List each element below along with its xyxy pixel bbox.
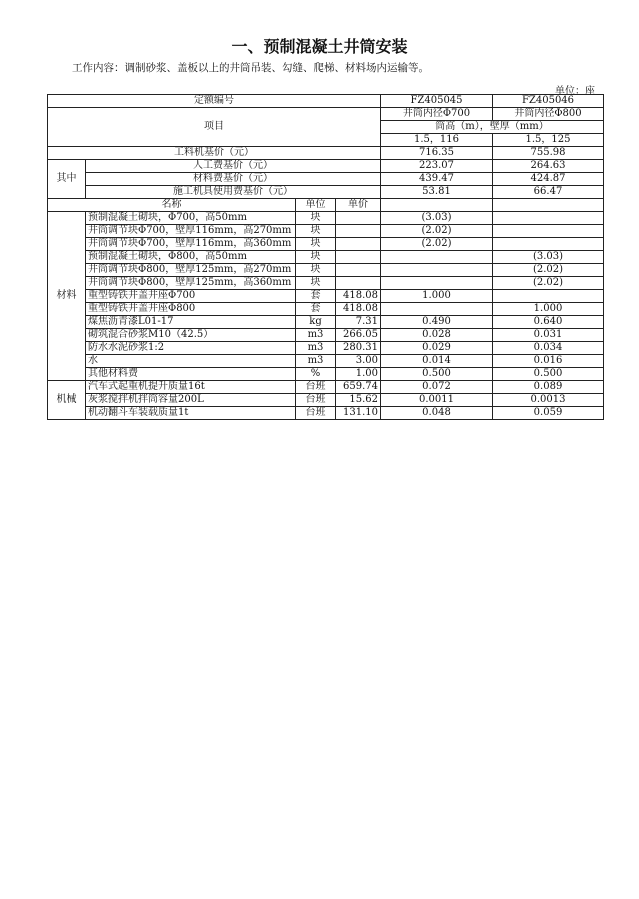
resource-name: 煤焦沥青漆L01-17 <box>86 316 296 329</box>
quantity-value-1: 0.0011 <box>381 394 493 407</box>
quantity-value-2 <box>493 290 604 303</box>
resource-unit: % <box>296 368 336 381</box>
resource-name: 重型铸铁井盖井座Φ700 <box>86 290 296 303</box>
material-row <box>48 264 604 277</box>
quantity-value-1: 0.490 <box>381 316 493 329</box>
item-label: 项目 <box>48 108 381 147</box>
material-row <box>48 290 604 303</box>
material-row <box>48 225 604 238</box>
material-cost-label: 材料费基价（元） <box>86 173 381 186</box>
resource-name: 井筒调节块Φ800，壁厚125mm，高360mm <box>86 277 296 290</box>
resource-name: 汽车式起重机提升质量16t <box>86 381 296 394</box>
quantity-value-2: 0.016 <box>493 355 604 368</box>
base-price-value-1: 716.35 <box>381 147 493 160</box>
resource-name: 井筒调节块Φ700，壁厚116mm，高360mm <box>86 238 296 251</box>
resource-price: 3.00 <box>336 355 381 368</box>
quantity-value-1: 0.028 <box>381 329 493 342</box>
resource-name: 重型铸铁井盖井座Φ800 <box>86 303 296 316</box>
resource-name: 灰浆搅拌机拌筒容量200L <box>86 394 296 407</box>
resource-name: 井筒调节块Φ700，壁厚116mm，高270mm <box>86 225 296 238</box>
quantity-value-1: 0.029 <box>381 342 493 355</box>
spec-value-2: 1.5，125 <box>493 134 604 147</box>
resource-unit: 块 <box>296 225 336 238</box>
col-name-2: 井筒内径Φ800 <box>493 108 604 121</box>
resource-unit: m3 <box>296 329 336 342</box>
quantity-value-2: 0.034 <box>493 342 604 355</box>
base-price-row <box>48 147 604 160</box>
base-price-value-2: 755.98 <box>493 147 604 160</box>
quantity-value-1: (2.02) <box>381 238 493 251</box>
quantity-value-1: (3.03) <box>381 212 493 225</box>
resource-name: 预制混凝土砌块，Φ700，高50mm <box>86 212 296 225</box>
material-row <box>48 342 604 355</box>
quantity-value-2: 0.500 <box>493 368 604 381</box>
resource-unit: 块 <box>296 264 336 277</box>
resource-unit: m3 <box>296 355 336 368</box>
resource-price: 15.62 <box>336 394 381 407</box>
among-row <box>48 186 604 199</box>
quantity-value-2 <box>493 238 604 251</box>
quantity-value-2: 1.000 <box>493 303 604 316</box>
machine-cost-value-1: 53.81 <box>381 186 493 199</box>
material-row <box>48 368 604 381</box>
resource-price-header: 单价 <box>336 199 381 212</box>
machinery-row <box>48 381 604 394</box>
resource-price: 659.74 <box>336 381 381 394</box>
resource-price <box>336 251 381 264</box>
work-content-note: 工作内容：调制砂浆、盖板以上的井筒吊装、勾缝、爬梯、材料场内运输等。 <box>72 62 429 74</box>
quota-code-2: FZ405046 <box>493 95 604 108</box>
resource-unit: 台班 <box>296 407 336 420</box>
item-header-row <box>48 108 604 121</box>
quantity-value-1 <box>381 303 493 316</box>
machinery-group-label: 机械 <box>48 381 86 420</box>
quantity-value-1: 1.000 <box>381 290 493 303</box>
resource-price <box>336 277 381 290</box>
resource-name: 砌筑混合砂浆M10（42.5） <box>86 329 296 342</box>
labor-cost-label: 人工费基价（元） <box>86 160 381 173</box>
resource-price: 266.05 <box>336 329 381 342</box>
quantity-value-1 <box>381 264 493 277</box>
material-row <box>48 355 604 368</box>
resource-name: 水 <box>86 355 296 368</box>
page-title: 一、预制混凝土井筒安装 <box>231 37 408 56</box>
spec-label: 筒高（m），壁厚（mm） <box>381 121 604 134</box>
material-row <box>48 329 604 342</box>
machine-cost-label: 施工机具使用费基价（元） <box>86 186 381 199</box>
material-cost-value-1: 439.47 <box>381 173 493 186</box>
resource-unit: 块 <box>296 251 336 264</box>
quantity-value-1: (2.02) <box>381 225 493 238</box>
quantity-value-1: 0.500 <box>381 368 493 381</box>
resource-unit: 套 <box>296 290 336 303</box>
resource-price: 1.00 <box>336 368 381 381</box>
resource-name: 防水水泥砂浆1:2 <box>86 342 296 355</box>
resource-name-header: 名称 <box>48 199 296 212</box>
machinery-row <box>48 407 604 420</box>
resource-price: 418.08 <box>336 303 381 316</box>
resource-unit-header: 单位 <box>296 199 336 212</box>
material-row <box>48 316 604 329</box>
resource-price: 7.31 <box>336 316 381 329</box>
quantity-value-2: 0.640 <box>493 316 604 329</box>
among-label: 其中 <box>48 160 86 199</box>
quantity-value-1 <box>381 277 493 290</box>
resource-price: 131.10 <box>336 407 381 420</box>
quota-table <box>47 94 604 420</box>
resource-price: 418.08 <box>336 290 381 303</box>
spec-value-1: 1.5，116 <box>381 134 493 147</box>
resource-price <box>336 212 381 225</box>
material-row <box>48 251 604 264</box>
resource-name: 机动翻斗车装载质量1t <box>86 407 296 420</box>
material-row <box>48 212 604 225</box>
quantity-value-2: 0.0013 <box>493 394 604 407</box>
resource-unit: 块 <box>296 238 336 251</box>
resource-name: 预制混凝土砌块，Φ800，高50mm <box>86 251 296 264</box>
quantity-value-2: (3.03) <box>493 251 604 264</box>
quota-number-row <box>48 95 604 108</box>
quantity-value-1 <box>381 251 493 264</box>
resource-price <box>336 225 381 238</box>
machinery-row <box>48 394 604 407</box>
quantity-value-2: 0.031 <box>493 329 604 342</box>
resource-price <box>336 264 381 277</box>
resource-unit: 台班 <box>296 381 336 394</box>
quantity-value-2 <box>493 212 604 225</box>
quantity-value-1: 0.072 <box>381 381 493 394</box>
unit-label: 单位：座 <box>555 86 595 97</box>
resource-unit: 块 <box>296 277 336 290</box>
resource-unit: 套 <box>296 303 336 316</box>
labor-cost-value-1: 223.07 <box>381 160 493 173</box>
material-row <box>48 238 604 251</box>
among-row <box>48 160 604 173</box>
quantity-value-1: 0.014 <box>381 355 493 368</box>
material-group-label: 材料 <box>48 212 86 381</box>
resource-unit: 块 <box>296 212 336 225</box>
quantity-value-2: 0.089 <box>493 381 604 394</box>
resource-unit: kg <box>296 316 336 329</box>
base-price-label: 工料机基价（元） <box>48 147 381 160</box>
resource-name: 井筒调节块Φ800，壁厚125mm，高270mm <box>86 264 296 277</box>
quantity-value-1: 0.048 <box>381 407 493 420</box>
material-row <box>48 303 604 316</box>
among-row <box>48 173 604 186</box>
resource-name: 其他材料费 <box>86 368 296 381</box>
quota-number-label: 定额编号 <box>48 95 381 108</box>
quota-code-1: FZ405045 <box>381 95 493 108</box>
resource-header-row <box>48 199 604 212</box>
resource-price: 280.31 <box>336 342 381 355</box>
material-row <box>48 277 604 290</box>
col-name-1: 井筒内径Φ700 <box>381 108 493 121</box>
resource-unit: 台班 <box>296 394 336 407</box>
quantity-value-2: (2.02) <box>493 264 604 277</box>
resource-unit: m3 <box>296 342 336 355</box>
material-cost-value-2: 424.87 <box>493 173 604 186</box>
quantity-value-2 <box>493 225 604 238</box>
resource-price <box>336 238 381 251</box>
quantity-value-2: (2.02) <box>493 277 604 290</box>
labor-cost-value-2: 264.63 <box>493 160 604 173</box>
machine-cost-value-2: 66.47 <box>493 186 604 199</box>
quantity-value-2: 0.059 <box>493 407 604 420</box>
